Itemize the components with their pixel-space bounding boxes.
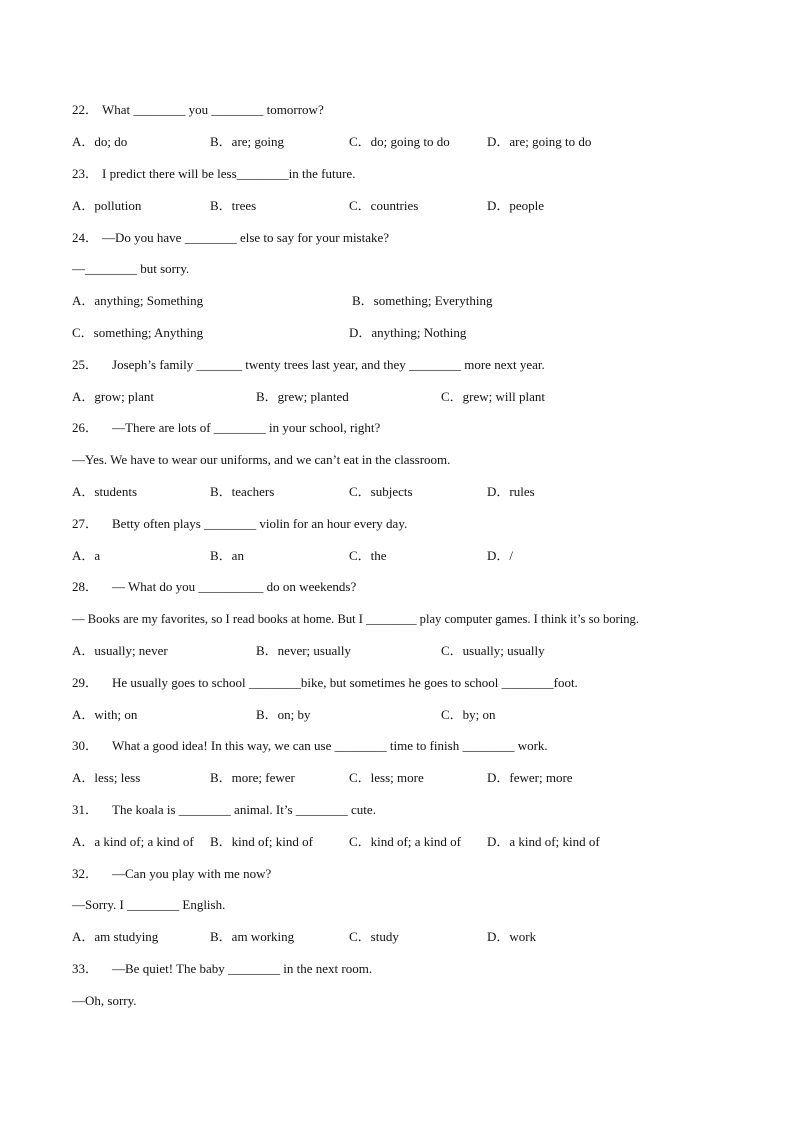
question-text: What a good idea! In this way, we can use ________ time to finish ________ work. (112, 738, 548, 753)
option-d[interactable]: D．rules (487, 484, 535, 499)
question-24-stem (72, 229, 734, 247)
question-text: —________ but sorry. (72, 261, 190, 276)
question-text: —Yes. We have to wear our uniforms, and we can’t eat in the classroom. (72, 452, 451, 467)
question-31-options (72, 833, 734, 851)
question-27-options (72, 547, 734, 565)
question-text: —Be quiet! The baby ________ in the next room. (112, 961, 373, 976)
question-24-options-row1 (72, 292, 734, 310)
option-b[interactable]: B．never; usually (256, 643, 351, 658)
option-b[interactable]: B．more; fewer (210, 770, 295, 785)
question-text: —Do you have ________ else to say for your mistake? (102, 230, 390, 245)
question-32-options (72, 928, 734, 946)
question-number: 30． (72, 738, 99, 753)
question-number: 27． (72, 516, 99, 531)
question-text: I predict there will be less________in the future. (102, 166, 356, 181)
question-number: 24． (72, 230, 99, 245)
question-29-options (72, 706, 734, 724)
option-b[interactable]: B．on; by (256, 707, 311, 722)
question-28-options (72, 642, 734, 660)
question-30-stem (72, 737, 734, 755)
question-text: —There are lots of ________ in your school, right? (112, 420, 381, 435)
question-33-stem (72, 960, 734, 978)
option-d[interactable]: D．people (487, 198, 545, 213)
question-22-stem (72, 101, 734, 119)
question-number: 25． (72, 357, 99, 372)
option-b[interactable]: B．an (210, 548, 244, 563)
option-d[interactable]: D．/ (487, 548, 514, 563)
option-a[interactable]: A．anything; Something (72, 293, 204, 308)
option-b[interactable]: B．am working (210, 929, 295, 944)
question-25-options (72, 388, 734, 406)
question-26-stem (72, 419, 734, 437)
question-number: 33． (72, 961, 99, 976)
option-a[interactable]: A．a kind of; a kind of (72, 834, 194, 849)
question-24-options-row2 (72, 324, 734, 342)
question-number: 28． (72, 579, 99, 594)
question-text: —Can you play with me now? (112, 866, 272, 881)
option-c[interactable]: C．kind of; a kind of (349, 834, 461, 849)
option-d[interactable]: D．fewer; more (487, 770, 573, 785)
option-a[interactable]: A．students (72, 484, 138, 499)
option-c[interactable]: C．less; more (349, 770, 424, 785)
question-number: 29． (72, 675, 99, 690)
option-b[interactable]: B．kind of; kind of (210, 834, 313, 849)
question-27-stem (72, 515, 734, 533)
question-text: Joseph’s family _______ twenty trees last year, and they ________ more next year. (112, 357, 545, 372)
option-a[interactable]: A．with; on (72, 707, 138, 722)
option-c[interactable]: C．the (349, 548, 387, 563)
question-28-response (72, 610, 734, 628)
question-26-options (72, 483, 734, 501)
question-number: 26． (72, 420, 99, 435)
option-b[interactable]: B．are; going (210, 134, 285, 149)
question-24-response (72, 260, 734, 278)
question-23-stem (72, 165, 734, 183)
option-b[interactable]: B．teachers (210, 484, 275, 499)
question-31-stem (72, 801, 734, 819)
option-c[interactable]: C．grew; will plant (441, 389, 545, 404)
question-29-stem (72, 674, 734, 692)
option-a[interactable]: A．do; do (72, 134, 128, 149)
question-number: 22． (72, 102, 99, 117)
question-text: —Oh, sorry. (72, 993, 137, 1008)
option-c[interactable]: C．study (349, 929, 399, 944)
question-number: 32． (72, 866, 99, 881)
question-text: He usually goes to school ________bike, but sometimes he goes to school ________foot. (112, 675, 578, 690)
option-a[interactable]: A．pollution (72, 198, 142, 213)
option-c[interactable]: C．something; Anything (72, 325, 204, 340)
option-a[interactable]: A．grow; plant (72, 389, 154, 404)
option-b[interactable]: B．grew; planted (256, 389, 349, 404)
question-text: What ________ you ________ tomorrow? (102, 102, 324, 117)
option-d[interactable]: D．a kind of; kind of (487, 834, 600, 849)
option-b[interactable]: B．trees (210, 198, 257, 213)
question-32-response (72, 896, 734, 914)
question-text: — What do you __________ do on weekends? (112, 579, 357, 594)
option-d[interactable]: D．are; going to do (487, 134, 592, 149)
question-32-stem (72, 865, 734, 883)
option-d[interactable]: D．anything; Nothing (349, 325, 467, 340)
question-23-options (72, 197, 734, 215)
option-a[interactable]: A．usually; never (72, 643, 168, 658)
question-26-response (72, 451, 734, 469)
question-text: —Sorry. I ________ English. (72, 897, 226, 912)
question-33-response (72, 992, 734, 1010)
question-28-stem (72, 578, 734, 596)
question-number: 31． (72, 802, 99, 817)
option-c[interactable]: C．usually; usually (441, 643, 545, 658)
option-c[interactable]: C．do; going to do (349, 134, 450, 149)
question-30-options (72, 769, 734, 787)
option-a[interactable]: A．a (72, 548, 101, 563)
question-25-stem (72, 356, 734, 374)
question-text: Betty often plays ________ violin for an hour every day. (112, 516, 408, 531)
option-c[interactable]: C．subjects (349, 484, 413, 499)
option-a[interactable]: A．am studying (72, 929, 159, 944)
question-text: — Books are my favorites, so I read books at home. But I ________ play computer games. I think it’s so boring. (72, 612, 639, 626)
option-b[interactable]: B．something; Everything (352, 293, 493, 308)
question-number: 23． (72, 166, 99, 181)
option-a[interactable]: A．less; less (72, 770, 141, 785)
question-text: The koala is ________ animal. It’s ________ cute. (112, 802, 376, 817)
question-22-options (72, 133, 734, 151)
option-c[interactable]: C．countries (349, 198, 419, 213)
option-c[interactable]: C．by; on (441, 707, 496, 722)
option-d[interactable]: D．work (487, 929, 537, 944)
